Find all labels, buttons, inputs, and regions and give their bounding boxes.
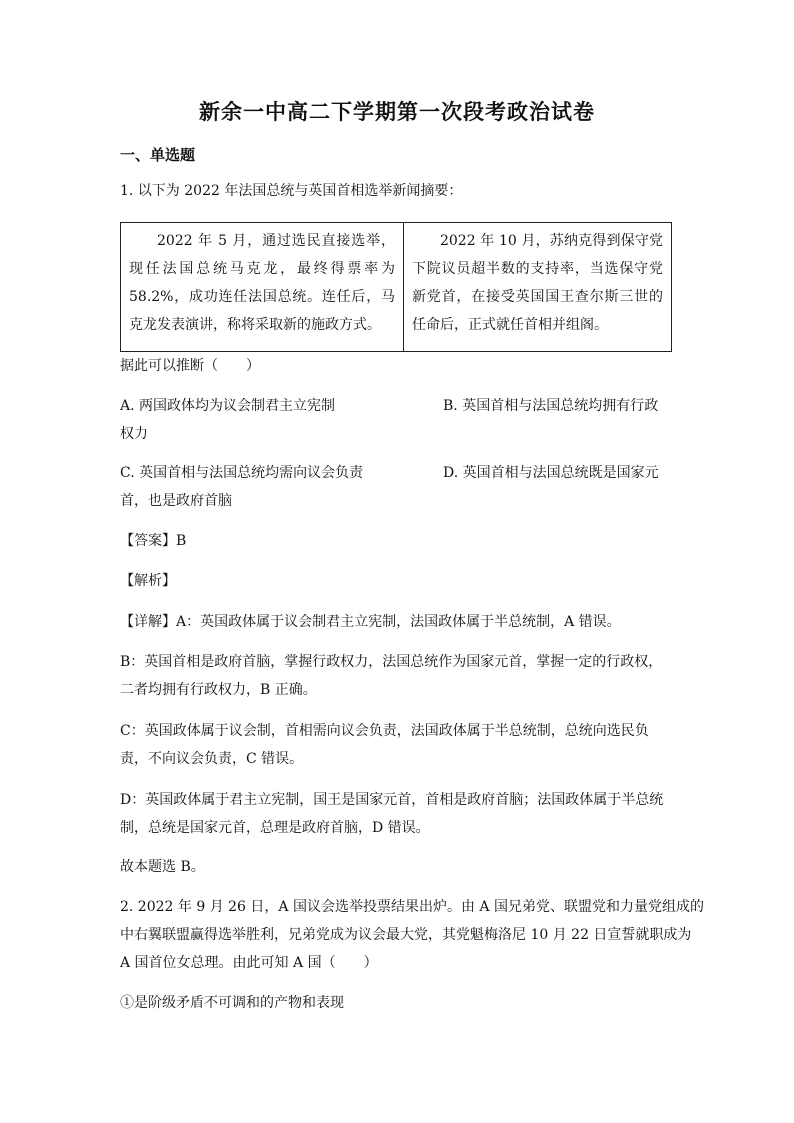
news-cell-france: 2022 年 5 月，通过选民直接选举，现任法国总统马克龙，最终得票率为 58.2%，成功连任法国总统。连任后，马克龙发表演讲，称将采取新的施政方式。 — [121, 223, 404, 351]
question-1-prompt: 据此可以推断（ ） — [120, 358, 260, 374]
detail-d-line-2: 制，总统是国家元首，总理是政府首脑，D 错误。 — [120, 820, 430, 836]
question-2-item-1: ①是阶级矛盾不可调和的产物和表现 — [120, 995, 344, 1011]
detail-c-line-1: C：英国政体属于议会制，首相需向议会负责，法国政体属于半总统制，总统向选民负 — [120, 723, 649, 739]
detail-a: 【详解】A：英国政体属于议会制君主立宪制，法国政体属于半总统制，A 错误。 — [120, 614, 621, 630]
news-summary-table — [120, 222, 672, 352]
news-cell-uk: 2022 年 10 月，苏纳克得到保守党下院议员超半数的支持率，当选保守党新党首，在接受英国国王查尔斯三世的任命后，正式就任首相并组阁。 — [411, 233, 663, 333]
detail-c-line-2: 责，不向议会负责，C 错误。 — [120, 751, 304, 767]
option-a: A. 两国政体均为议会制君主立宪制 — [120, 398, 336, 414]
detail-b-line-1: B：英国首相是政府首脑，掌握行政权力，法国总统作为国家元首，掌握一定的行政权， — [120, 654, 663, 670]
section-heading: 一、单选题 — [120, 146, 196, 164]
question-1-stem: 1. 以下为 2022 年法国总统与英国首相选举新闻摘要： — [120, 183, 463, 199]
detail-d-line-1: D：英国政体属于君主立宪制，国王是国家元首，首相是政府首脑；法国政体属于半总统 — [120, 792, 664, 808]
option-b-continued: 权力 — [120, 426, 148, 442]
question-2-stem-line-3: A 国首位女总理。由此可知 A 国（ ） — [120, 955, 378, 971]
question-2-stem-line-2: 中右翼联盟赢得选举胜利，兄弟党成为议会最大党，其党魁梅洛尼 10 月 22 日宣誓就职成为 — [120, 927, 692, 943]
option-d: D. 英国首相与法国总统既是国家元 — [443, 465, 659, 481]
option-c: C. 英国首相与法国总统均需向议会负责 — [120, 465, 364, 481]
option-b: B. 英国首相与法国总统均拥有行政 — [443, 398, 659, 414]
conclusion: 故本题选 B。 — [120, 859, 205, 875]
option-d-continued: 首，也是政府首脑 — [120, 493, 232, 509]
question-2-stem-line-1: 2. 2022 年 9 月 26 日，A 国议会选举投票结果出炉。由 A 国兄弟党、联盟党和力量党组成的 — [120, 899, 704, 915]
detail-b-line-2: 二者均拥有行政权力，B 正确。 — [120, 682, 317, 698]
page-title: 新余一中高二下学期第一次段考政治试卷 — [199, 99, 595, 124]
answer-label: 【答案】B — [120, 533, 187, 549]
analysis-label: 【解析】 — [120, 573, 176, 589]
